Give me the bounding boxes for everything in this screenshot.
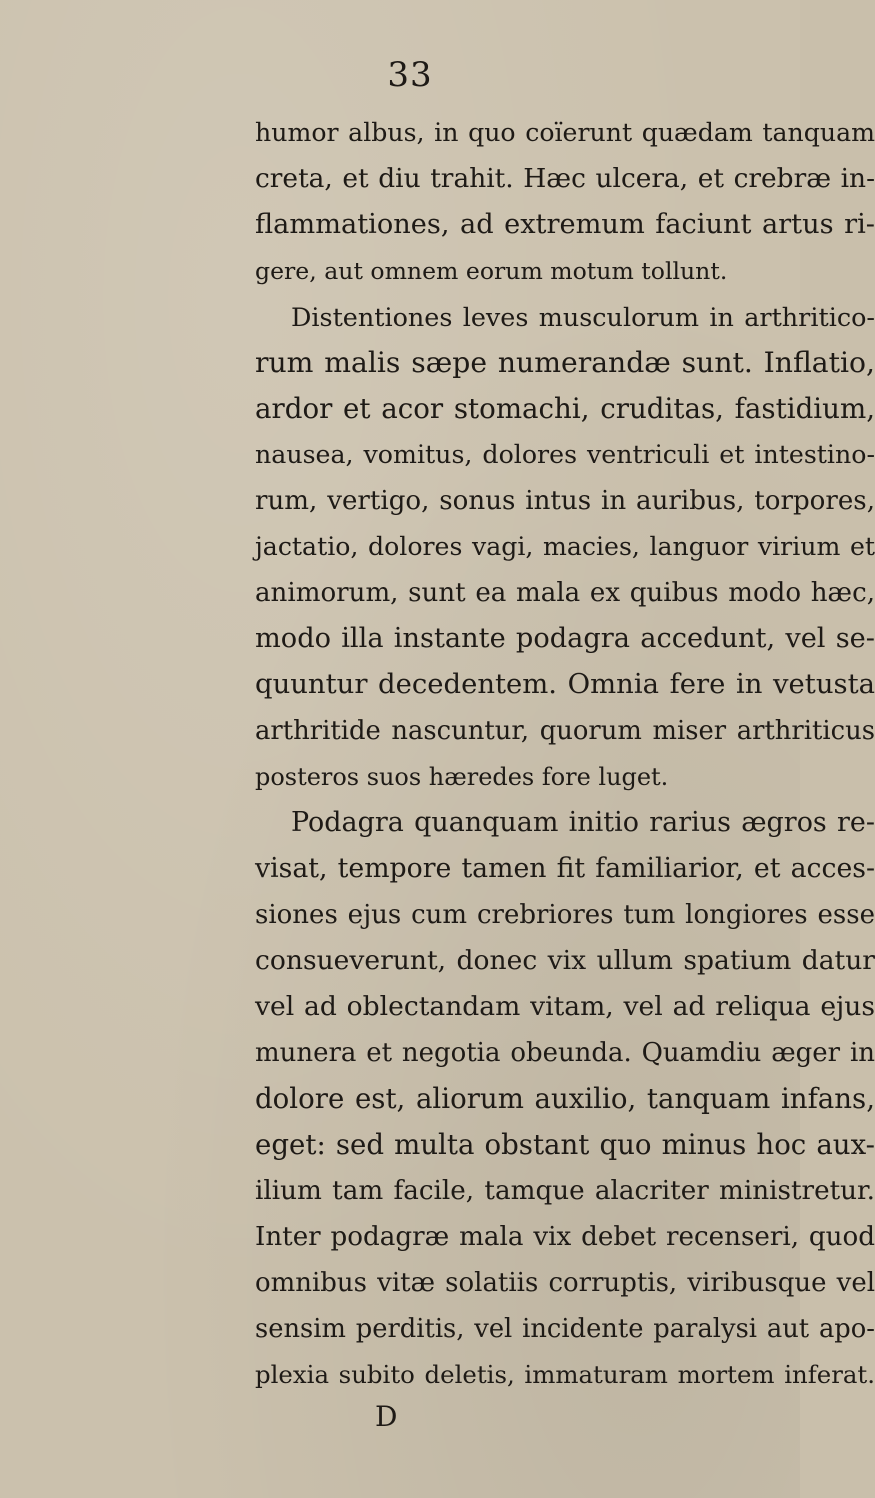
text-line: rum malis sæpe numerandæ sunt. Inflatio, [255, 346, 875, 379]
text-line: omnibus vitæ solatiis corruptis, viribusque vel [255, 1268, 875, 1298]
text-line: modo illa instante podagra accedunt, vel se- [255, 623, 875, 654]
text-line: siones ejus cum crebriores tum longiores esse [255, 900, 875, 930]
text-line: dolore est, aliorum auxilio, tanquam infans, [255, 1082, 875, 1115]
text-line: flammationes, ad extremum faciunt artus ri- [255, 209, 875, 240]
text-line: animorum, sunt ea mala ex quibus modo hæc, [255, 578, 875, 608]
text-line: Distentiones leves musculorum in arthritico- [291, 302, 875, 332]
text-line: Inter podagræ mala vix debet recenseri, quod [255, 1222, 875, 1252]
text-line: nausea, vomitus, dolores ventriculi et intestino- [255, 440, 875, 469]
text-line: posteros suos hæredes fore luget. [255, 763, 669, 791]
text-line: rum, vertigo, sonus intus in auribus, torpores, [255, 486, 875, 516]
text-line: creta, et diu trahit. Hæc ulcera, et crebræ in- [255, 163, 875, 194]
signature-mark: D [375, 1400, 398, 1433]
text-line: consueverunt, donec vix ullum spatium datur [255, 945, 875, 976]
text-line: sensim perditis, vel incidente paralysi aut apo- [255, 1314, 875, 1344]
text-line: ilium tam facile, tamque alacriter ministretur. [255, 1176, 875, 1206]
text-line: gere, aut omnem eorum motum tollunt. [255, 257, 728, 285]
text-line: eget: sed multa obstant quo minus hoc aux- [255, 1128, 875, 1161]
text-line: quuntur decedentem. Omnia fere in vetusta [255, 669, 875, 700]
text-line: visat, tempore tamen fit familiarior, et acces- [255, 853, 875, 884]
text-line: vel ad oblectandam vitam, vel ad reliqua ejus [255, 991, 875, 1022]
text-line: plexia subito deletis, immaturam mortem inferat. [255, 1360, 875, 1389]
text-line: munera et negotia obeunda. Quamdiu æger in [255, 1038, 875, 1068]
text-line: jactatio, dolores vagi, macies, languor virium et [255, 532, 875, 561]
text-line: arthritide nascuntur, quorum miser arthriticus [255, 716, 875, 746]
text-line: humor albus, in quo coïerunt quædam tanquam [255, 118, 875, 147]
text-line: Podagra quanquam initio rarius ægros re- [291, 807, 875, 838]
text-line: ardor et acor stomachi, cruditas, fastidium, [255, 392, 875, 425]
page-number: 33 [387, 55, 433, 95]
